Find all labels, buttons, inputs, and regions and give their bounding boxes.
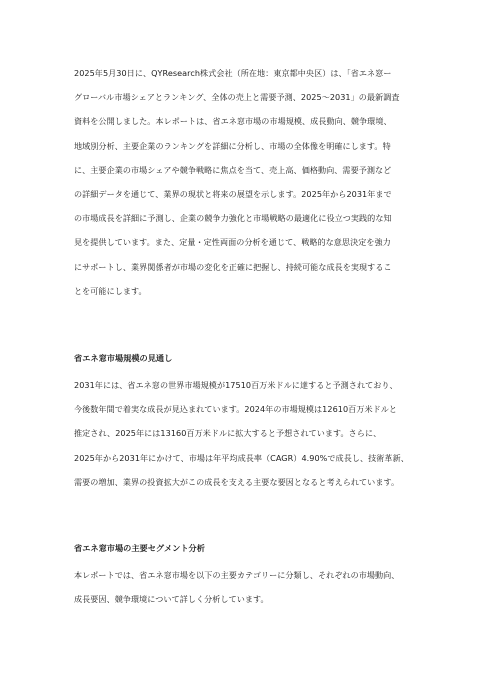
segment-heading: 省エネ窓市場の主要セグメント分析 — [74, 543, 205, 553]
segment-paragraph — [74, 563, 414, 611]
segment-line-1: 本レポートでは、省エネ窓市場を以下の主要カテゴリーに分類し、それぞれの市場動向、 — [74, 570, 400, 580]
market-line-2: 今後数年間で着実な成長が見込まれています。2024年の市場規模は12610百万米ドルと — [74, 404, 398, 415]
intro-line-7: の市場成長を詳細に予測し、企業の競争力強化と市場戦略の最適化に役立つ実践的な知 — [74, 213, 392, 224]
intro-line-2: グローバル市場シェアとランキング、全体の売上と需要予測、2025～2031」の最新調査 — [74, 92, 400, 103]
segment-line-2: 成長要因、競争環境について詳しく分析しています。 — [74, 594, 269, 605]
intro-paragraph — [74, 61, 414, 303]
market-line-3: 推定され、2025年には13160百万米ドルに拡大すると予想されています。さらに、 — [74, 428, 382, 439]
market-line-1: 2031年には、省エネ窓の世界市場規模が17510百万米ドルに達すると予測されており、 — [74, 380, 398, 390]
intro-line-8: 見を提供しています。また、定量・定性両面の分析を通じて、戦略的な意思決定を強力 — [74, 237, 391, 248]
market-line-4: 2025年から2031年にかけて、市場は年平均成長率（CAGR）4.90%で成長し、技術革新、 — [74, 452, 409, 463]
intro-line-4: 地域別分析、主要企業のランキングを詳細に分析し、市場の全体像を明確にします。特 — [74, 140, 391, 151]
intro-line-1: 2025年5月30日に、QYResearch株式会社（所在地：東京都中央区）は、「省エネ窓ー — [74, 68, 392, 78]
intro-line-9: にサポートし、業界関係者が市場の変化を正確に把握し、持続可能な成長を実現するこ — [74, 261, 392, 272]
intro-line-5: に、主要企業の市場シェアや競争戦略に焦点を当て、売上高、価格動向、需要予測など — [74, 164, 392, 175]
intro-line-10: とを可能にします。 — [74, 285, 147, 296]
market-size-heading: 省エネ窓市場規模の見通し — [74, 353, 173, 363]
market-line-5: 需要の増加、業界の投資拡大がこの成長を支える主要な要因となると考えられています。 — [74, 476, 400, 487]
market-size-paragraph — [74, 373, 414, 494]
intro-line-6: の詳細データを通じて、業界の現状と将来の展望を示します。2025年から2031年まで — [74, 189, 392, 200]
intro-line-3: 資料を公開しました。本レポートは、省エネ窓市場の市場規模、成長動向、競争環境、 — [74, 116, 392, 127]
